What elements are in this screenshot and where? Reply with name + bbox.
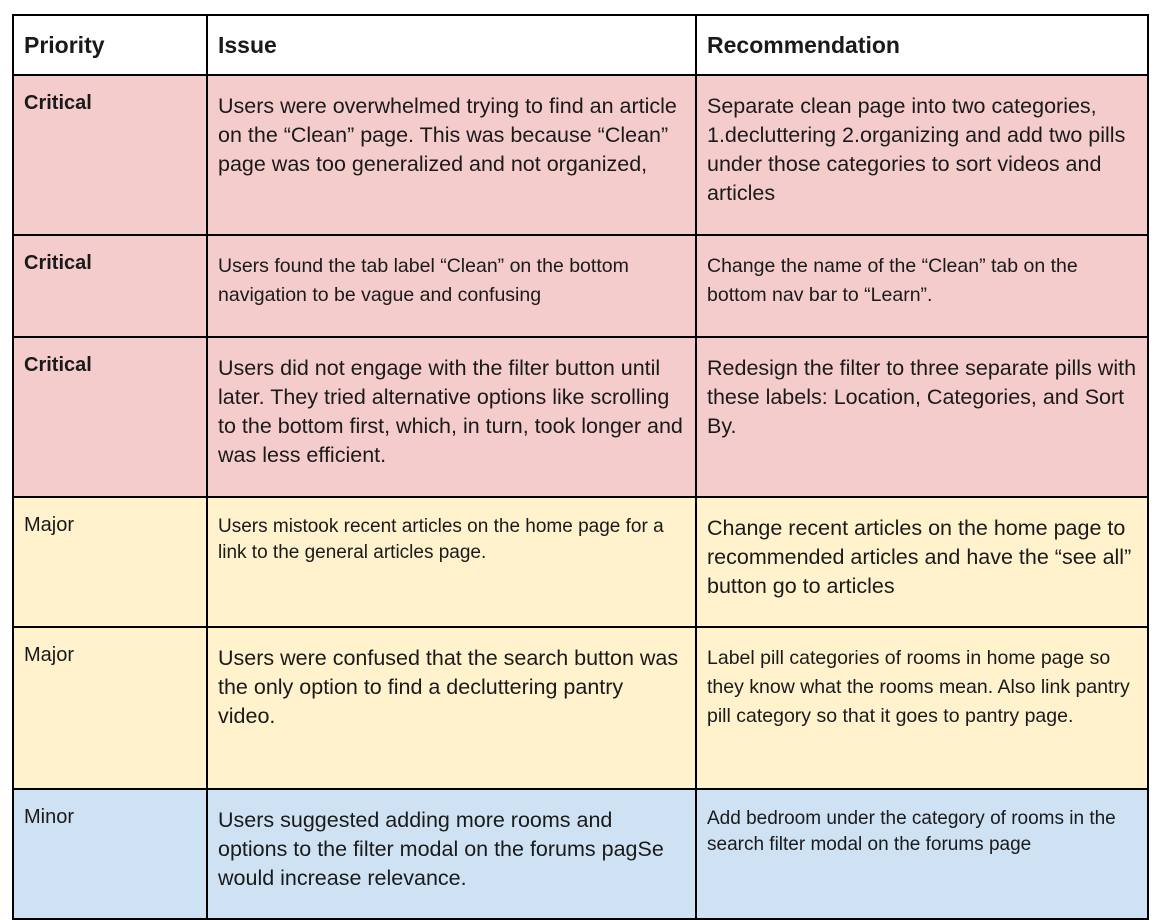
table-row (13, 337, 1148, 497)
recommendation-cell: Change the name of the “Clean” tab on the bottom nav bar to “Learn”. (696, 235, 1148, 337)
recommendation-cell: Label pill categories of rooms in home page so they know what the rooms mean. Also link pantry pill category so that it goes to pantry page. (696, 627, 1148, 789)
issue-cell: Users suggested adding more rooms and options to the filter modal on the forums pagSe would increase relevance. (207, 789, 696, 919)
priority-cell: Major (13, 627, 207, 789)
priority-issues-table (12, 14, 1149, 920)
table-row (13, 497, 1148, 627)
header-issue: Issue (207, 15, 696, 75)
recommendation-cell: Add bedroom under the category of rooms in the search filter modal on the forums page (696, 789, 1148, 919)
header-row (13, 15, 1148, 75)
priority-cell: Critical (13, 75, 207, 235)
priority-cell: Critical (13, 235, 207, 337)
priority-cell: Minor (13, 789, 207, 919)
recommendation-cell: Redesign the filter to three separate pills with these labels: Location, Categories, and Sort By. (696, 337, 1148, 497)
header-recommendation: Recommendation (696, 15, 1148, 75)
issue-cell: Users found the tab label “Clean” on the bottom navigation to be vague and confusing (207, 235, 696, 337)
priority-cell: Major (13, 497, 207, 627)
issue-cell: Users were confused that the search button was the only option to find a decluttering pantry video. (207, 627, 696, 789)
issue-cell: Users mistook recent articles on the home page for a link to the general articles page. (207, 497, 696, 627)
issue-cell: Users were overwhelmed trying to find an article on the “Clean” page. This was because “Clean” page was too generalized and not organized, (207, 75, 696, 235)
table-row (13, 75, 1148, 235)
table-row (13, 235, 1148, 337)
table-row (13, 627, 1148, 789)
issue-cell: Users did not engage with the filter button until later. They tried alternative options like scrolling to the bottom first, which, in turn, took longer and was less efficient. (207, 337, 696, 497)
table-row (13, 789, 1148, 919)
recommendation-cell: Change recent articles on the home page to recommended articles and have the “see all” button go to articles (696, 497, 1148, 627)
priority-cell: Critical (13, 337, 207, 497)
recommendation-cell: Separate clean page into two categories, 1.decluttering 2.organizing and add two pills under those categories to sort videos and articles (696, 75, 1148, 235)
header-priority: Priority (13, 15, 207, 75)
